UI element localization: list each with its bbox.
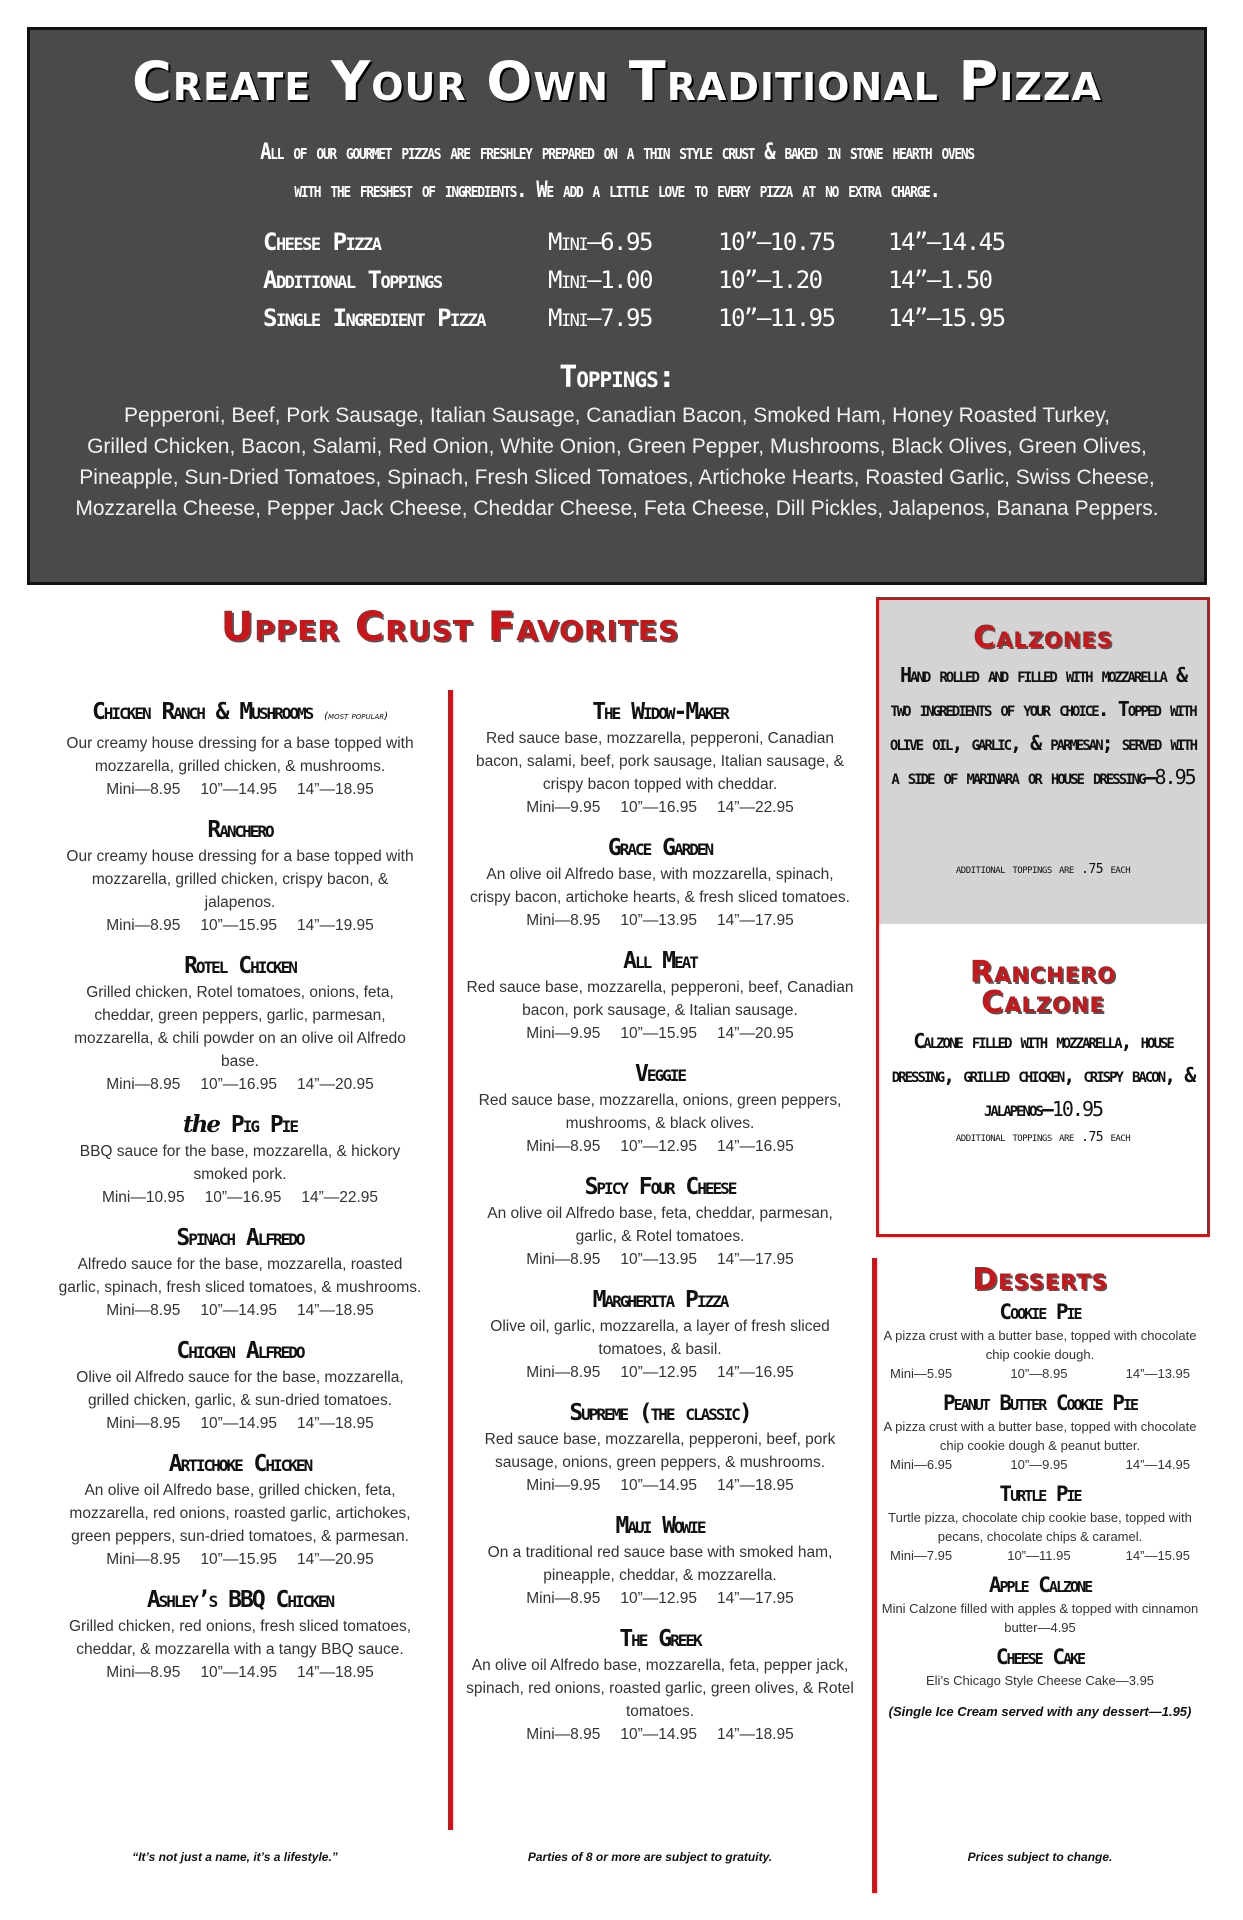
price-mini: Mini—8.95 [106,1302,181,1319]
menu-item-description: Our creamy house dressing for a base topped with mozzarella, grilled chicken, & mushrooms. [66,735,414,775]
menu-item-description: Red sauce base, mozzarella, pepperoni, beef, Canadian bacon, pork sausage, & Italian sausage. [466,979,854,1019]
price-10: 10”—14.95 [200,1664,278,1681]
toppings-line: Grilled Chicken, Bacon, Salami, Red Onion, White Onion, Green Pepper, Mushrooms, Black Olives, Green Olives, [87,435,1147,458]
price-row [30,266,1204,304]
price-mini: Mini—8.95 [526,1726,601,1743]
menu-item-name [455,1285,865,1315]
ranchero-calzone-section [876,924,1210,1237]
price-10: 10”—16.95 [200,1076,278,1093]
price-10: 10”—11.95 [718,304,835,332]
price-mini: Mini—6.95 [890,1457,953,1472]
menu-item-prices [45,1661,435,1684]
menu-item-name [45,1336,435,1366]
menu-item-prices [455,1022,865,1045]
dessert-item [880,1643,1200,1690]
menu-item-name [45,1449,435,1479]
calzones-note: additional toppings are .75 each [955,862,1131,877]
menu-item-description: An olive oil Alfredo base, grilled chicken, feta, mozzarella, red onions, roasted garlic, artichokes, green peppers, sun-dried tomatoes, & parmesan. [69,1482,411,1545]
dessert-prices [880,1455,1200,1474]
ranchero-calzone-description [889,1024,1197,1126]
dessert-name: Apple Calzone [988,1573,1092,1597]
menu-item-name [455,833,865,863]
menu-item [45,1449,435,1571]
price-14: 14”—18.95 [297,1302,374,1319]
calzones-desc-text: Hand rolled and filled with mozzarella & two ingredients of your choice. Topped with olive oil, garlic, & parmesan; served with a side of marinara or house dressing— [889,663,1197,789]
menu-item-description: Grilled chicken, Rotel tomatoes, onions, feta, cheddar, green peppers, garlic, parmesan, mozzarella, & chili powder on an olive oil Alfredo base. [74,984,406,1070]
calzones-title: Calzones [973,620,1113,655]
price-10: 10”—14.95 [200,781,278,798]
price-10: 10”—9.95 [1010,1457,1068,1472]
price-row [30,228,1204,266]
menu-item-prices [45,1299,435,1322]
desserts-section [880,1262,1200,1719]
dessert-list [880,1298,1200,1690]
price-mini: Mini—8.95 [106,1076,181,1093]
menu-item-prices [455,1474,865,1497]
price-14: 14”—15.95 [1125,1548,1190,1563]
footer-prices-note: Prices subject to change. [967,1850,1113,1864]
price-14: 14”—17.95 [717,1590,794,1607]
price-mini: Mini—8.95 [526,1364,601,1381]
menu-item [455,833,865,932]
calzones-section [876,597,1210,927]
intro-line: with the freshest of ingredients. We add a little love to every pizza at no extra charge. [294,178,940,203]
menu-item [45,1223,435,1322]
menu-item-prices [455,1587,865,1610]
menu-item-name-text: The Greek [619,1626,701,1652]
intro-text [164,134,1070,210]
price-14: 14”—20.95 [717,1025,794,1042]
price-14: 14”—18.95 [717,1726,794,1743]
price-mini: Mini—8.95 [106,1664,181,1681]
dessert-name: Cookie Pie [999,1300,1081,1324]
price-mini: Mini—9.95 [526,1025,601,1042]
dessert-description: A pizza crust with a butter base, topped with chocolate chip cookie dough & peanut butter. [883,1419,1197,1453]
menu-item-description: Olive oil, garlic, mozzarella, a layer of fresh sliced tomatoes, & basil. [490,1318,830,1358]
dessert-item [880,1389,1200,1474]
price-mini: Mini—7.95 [890,1548,953,1563]
menu-item [45,1585,435,1684]
price-14: 14”—14.95 [1125,1457,1190,1472]
toppings-line: Pepperoni, Beef, Pork Sausage, Italian Sausage, Canadian Bacon, Smoked Ham, Honey Roasted Turkey, [123,404,1111,427]
menu-item-name-text: Spicy Four Cheese [584,1174,736,1200]
menu-item-description: Grilled chicken, red onions, fresh sliced tomatoes, cheddar, & mozzarella with a tangy BBQ sauce. [68,1618,412,1658]
price-14: 14”—18.95 [297,781,374,798]
menu-item [455,1172,865,1271]
menu-item-prices [455,1248,865,1271]
price-mini: Mini—8.95 [526,1251,601,1268]
menu-item-name [45,1585,435,1615]
menu-item-name-text: Chicken Ranch & Mushrooms [91,699,313,725]
menu-item-prices [45,914,435,937]
menu-item-name [455,946,865,976]
menu-item-name-prefix: the [183,1111,220,1138]
menu-item-name-text: Maui Wowie [615,1513,705,1539]
menu-item [45,951,435,1096]
menu-item-description: On a traditional red sauce base with smoked ham, pineapple, cheddar, & mozzarella. [487,1544,833,1584]
price-mini: Mini—8.95 [106,1415,181,1432]
dessert-description: Turtle pizza, chocolate chip cookie base, topped with pecans, chocolate chips & caramel. [888,1510,1192,1544]
price-10: 10”—15.95 [200,917,278,934]
menu-item [45,1336,435,1435]
menu-item-name [45,815,435,845]
menu-item-name [455,1172,865,1202]
price-10: 10”—14.95 [620,1726,698,1743]
menu-item-name-text: Spinach Alfredo [176,1225,304,1251]
menu-item-name [45,1223,435,1253]
base-price-table [30,228,1204,342]
price-10: 10”—1.20 [718,266,822,294]
price-mini: Mini—8.95 [526,1138,601,1155]
price-14: 14”—17.95 [717,1251,794,1268]
menu-item-name-text: Supreme (the classic) [569,1400,751,1426]
price-mini: Mini—8.95 [106,1551,181,1568]
dessert-description: Eli’s Chicago Style Cheese Cake—3.95 [925,1673,1155,1688]
price-10: 10”—15.95 [200,1551,278,1568]
intro-line: All of our gourmet pizzas are freshley prepared on a thin style crust & baked in stone hearth ovens [260,140,974,165]
price-10: 10”—12.95 [620,1590,698,1607]
price-14: 14”—17.95 [717,912,794,929]
price-14: 14”—16.95 [717,1364,794,1381]
ranchero-title-line: Calzone [981,985,1105,1020]
price-mini: Mini—8.95 [106,781,181,798]
price-10: 10”—12.95 [620,1138,698,1155]
menu-item-description: Red sauce base, mozzarella, onions, green peppers, mushrooms, & black olives. [478,1092,842,1132]
menu-item [45,697,435,801]
price-mini: Mini—8.95 [526,1590,601,1607]
menu-item-prices [455,1135,865,1158]
price-row [30,304,1204,342]
dessert-item [880,1480,1200,1565]
menu-item-name-text: All Meat [623,948,697,974]
price-10: 10”—14.95 [200,1415,278,1432]
menu-item [455,1285,865,1384]
price-10: 10”—14.95 [200,1302,278,1319]
menu-item [455,1511,865,1610]
menu-item-name [455,1398,865,1428]
menu-item-description: Red sauce base, mozzarella, pepperoni, beef, pork sausage, onions, green peppers, & mushrooms. [484,1431,836,1471]
price-row-name: Cheese Pizza [263,228,381,256]
menu-item-prices [455,796,865,819]
price-14: 14”—13.95 [1125,1366,1190,1381]
price-mini: Mini—8.95 [106,917,181,934]
dessert-prices [880,1364,1200,1383]
price-14: 14”—14.45 [888,228,1005,256]
menu-item-name-text: Veggie [634,1061,685,1087]
menu-item-name-text: Margherita Pizza [592,1287,728,1313]
menu-item-name [455,1059,865,1089]
dessert-item [880,1298,1200,1383]
menu-item-description: Alfredo sauce for the base, mozzarella, roasted garlic, spinach, fresh sliced tomatoes, & mushrooms. [58,1256,422,1296]
price-14: 14”—22.95 [717,799,794,816]
menu-item-prices [455,1723,865,1746]
menu-item-description: Our creamy house dressing for a base topped with mozzarella, grilled chicken, crispy bacon, & jalapenos. [66,848,414,911]
menu-item-description: An olive oil Alfredo base, with mozzarella, spinach, crispy bacon, artichoke hearts, & fresh sliced tomatoes. [470,866,850,906]
price-14: 14”—19.95 [297,917,374,934]
price-mini: Mini—1.00 [548,266,652,294]
menu-item-name [455,1511,865,1541]
price-mini: Mini—9.95 [526,799,601,816]
price-mini: Mini—9.95 [526,1477,601,1494]
price-14: 14”—22.95 [301,1189,379,1206]
menu-item-name [45,1110,435,1140]
menu-item-prices [455,909,865,932]
price-14: 14”—18.95 [717,1477,794,1494]
ice-cream-note: (Single Ice Cream served with any dessert—1.95) [888,1704,1192,1719]
column-divider [872,1258,877,1893]
menu-item-name-text: Rotel Chicken [184,953,296,979]
calzones-description [889,658,1197,794]
toppings-title: Toppings: [559,360,675,395]
favorites-column-2 [455,697,865,1760]
ranchero-title-line: Ranchero [969,955,1117,990]
favorites-column-1 [45,697,435,1698]
menu-item-description: An olive oil Alfredo base, mozzarella, feta, pepper jack, spinach, red onions, roasted garlic, green olives, & Rotel tomatoes. [466,1657,854,1720]
ranchero-calzone-title [879,955,1207,1020]
menu-item-prices [45,1412,435,1435]
ranchero-calzone-note: additional toppings are .75 each [955,1130,1131,1145]
menu-item-name [45,951,435,981]
toppings-line: Mozzarella Cheese, Pepper Jack Cheese, Cheddar Cheese, Feta Cheese, Dill Pickles, Jalapenos, Banana Peppers. [75,497,1159,520]
menu-item-name [45,697,435,732]
menu-item [455,1624,865,1746]
column-divider [448,690,453,1830]
price-10: 10”—13.95 [620,1251,698,1268]
price-10: 10”—16.95 [204,1189,282,1206]
price-mini: Mini—6.95 [548,228,652,256]
menu-item-name-text: Chicken Alfredo [176,1338,304,1364]
price-14: 14”—18.95 [297,1664,374,1681]
menu-item-prices [45,1073,435,1096]
price-14: 14”—1.50 [888,266,992,294]
price-row-name: Single Ingredient Pizza [263,304,485,332]
footer-gratuity: Parties of 8 or more are subject to gratuity. [527,1850,773,1864]
menu-item-name-text: Artichoke Chicken [168,1451,312,1477]
menu-item [45,1110,435,1209]
price-mini: Mini—7.95 [548,304,652,332]
price-10: 10”—15.95 [620,1025,698,1042]
price-10: 10”—16.95 [620,799,698,816]
menu-item-name [455,1624,865,1654]
menu-item-description: BBQ sauce for the base, mozzarella, & hickory smoked pork. [79,1143,401,1183]
price-10: 10”—11.95 [1007,1548,1071,1563]
dessert-name: Turtle Pie [999,1482,1081,1506]
menu-item-description: An olive oil Alfredo base, feta, cheddar, parmesan, garlic, & Rotel tomatoes. [487,1205,833,1245]
price-14: 14”—20.95 [297,1076,374,1093]
price-10: 10”—8.95 [1010,1366,1068,1381]
page-title: Create Your Own Traditional Pizza [132,50,1102,113]
build-your-own-section [27,27,1207,585]
menu-item [45,815,435,937]
price-14: 14”—15.95 [888,304,1005,332]
menu-item [455,946,865,1045]
favorites-title: Upper Crust Favorites [220,604,680,650]
menu-item-prices [45,1186,435,1209]
price-14: 14”—16.95 [717,1138,794,1155]
menu-item [455,697,865,819]
ranchero-price: 10.95 [1051,1097,1103,1121]
price-row-name: Additional Toppings [263,266,442,294]
calzones-price: 8.95 [1154,765,1195,789]
toppings-line: Pineapple, Sun-Dried Tomatoes, Spinach, Fresh Sliced Tomatoes, Artichoke Hearts, Roasted Garlic, Swiss Cheese, [79,466,1155,489]
price-14: 14”—18.95 [297,1415,374,1432]
desserts-title: Desserts [972,1262,1108,1297]
price-10: 10”—14.95 [620,1477,698,1494]
dessert-description: Mini Calzone filled with apples & topped with cinnamon butter—4.95 [881,1601,1199,1635]
menu-item-name-text: Ashley’s BBQ Chicken [146,1587,334,1613]
price-mini: Mini—10.95 [101,1189,185,1206]
price-10: 10”—12.95 [620,1364,698,1381]
dessert-item [880,1571,1200,1637]
menu-item [455,1398,865,1497]
menu-item-note: (most popular) [324,711,389,722]
dessert-description: A pizza crust with a butter base, topped with chocolate chip cookie dough. [883,1328,1197,1362]
menu-item-description: Red sauce base, mozzarella, pepperoni, Canadian bacon, salami, beef, pork sausage, Italian sausage, & crispy bacon topped with cheddar. [476,730,844,793]
menu-item-name-text: Grace Garden [607,835,713,861]
dessert-name: Peanut Butter Cookie Pie [942,1391,1138,1415]
ranchero-desc-text: Calzone filled with mozzarella, house dressing, grilled chicken, crispy bacon, & jalapenos— [891,1029,1195,1121]
dessert-prices [880,1546,1200,1565]
toppings-list [60,400,1174,524]
dessert-name: Cheese Cake [995,1645,1085,1669]
menu-item-name-text: Ranchero [207,817,273,843]
price-10: 10”—10.75 [718,228,835,256]
menu-item-name [455,697,865,727]
menu-item-description: Olive oil Alfredo sauce for the base, mozzarella, grilled chicken, garlic, & sun-dried tomatoes. [76,1369,404,1409]
menu-item-prices [45,778,435,801]
menu-item [455,1059,865,1158]
price-mini: Mini—8.95 [526,912,601,929]
menu-item-name-text: The Widow-Maker [592,699,728,725]
menu-item-prices [45,1548,435,1571]
footer-slogan: “It’s not just a name, it’s a lifestyle.” [132,1850,338,1864]
price-10: 10”—13.95 [620,912,698,929]
menu-item-prices [455,1361,865,1384]
price-14: 14”—20.95 [297,1551,374,1568]
price-mini: Mini—5.95 [890,1366,953,1381]
menu-item-name-text: Pig Pie [230,1112,297,1138]
